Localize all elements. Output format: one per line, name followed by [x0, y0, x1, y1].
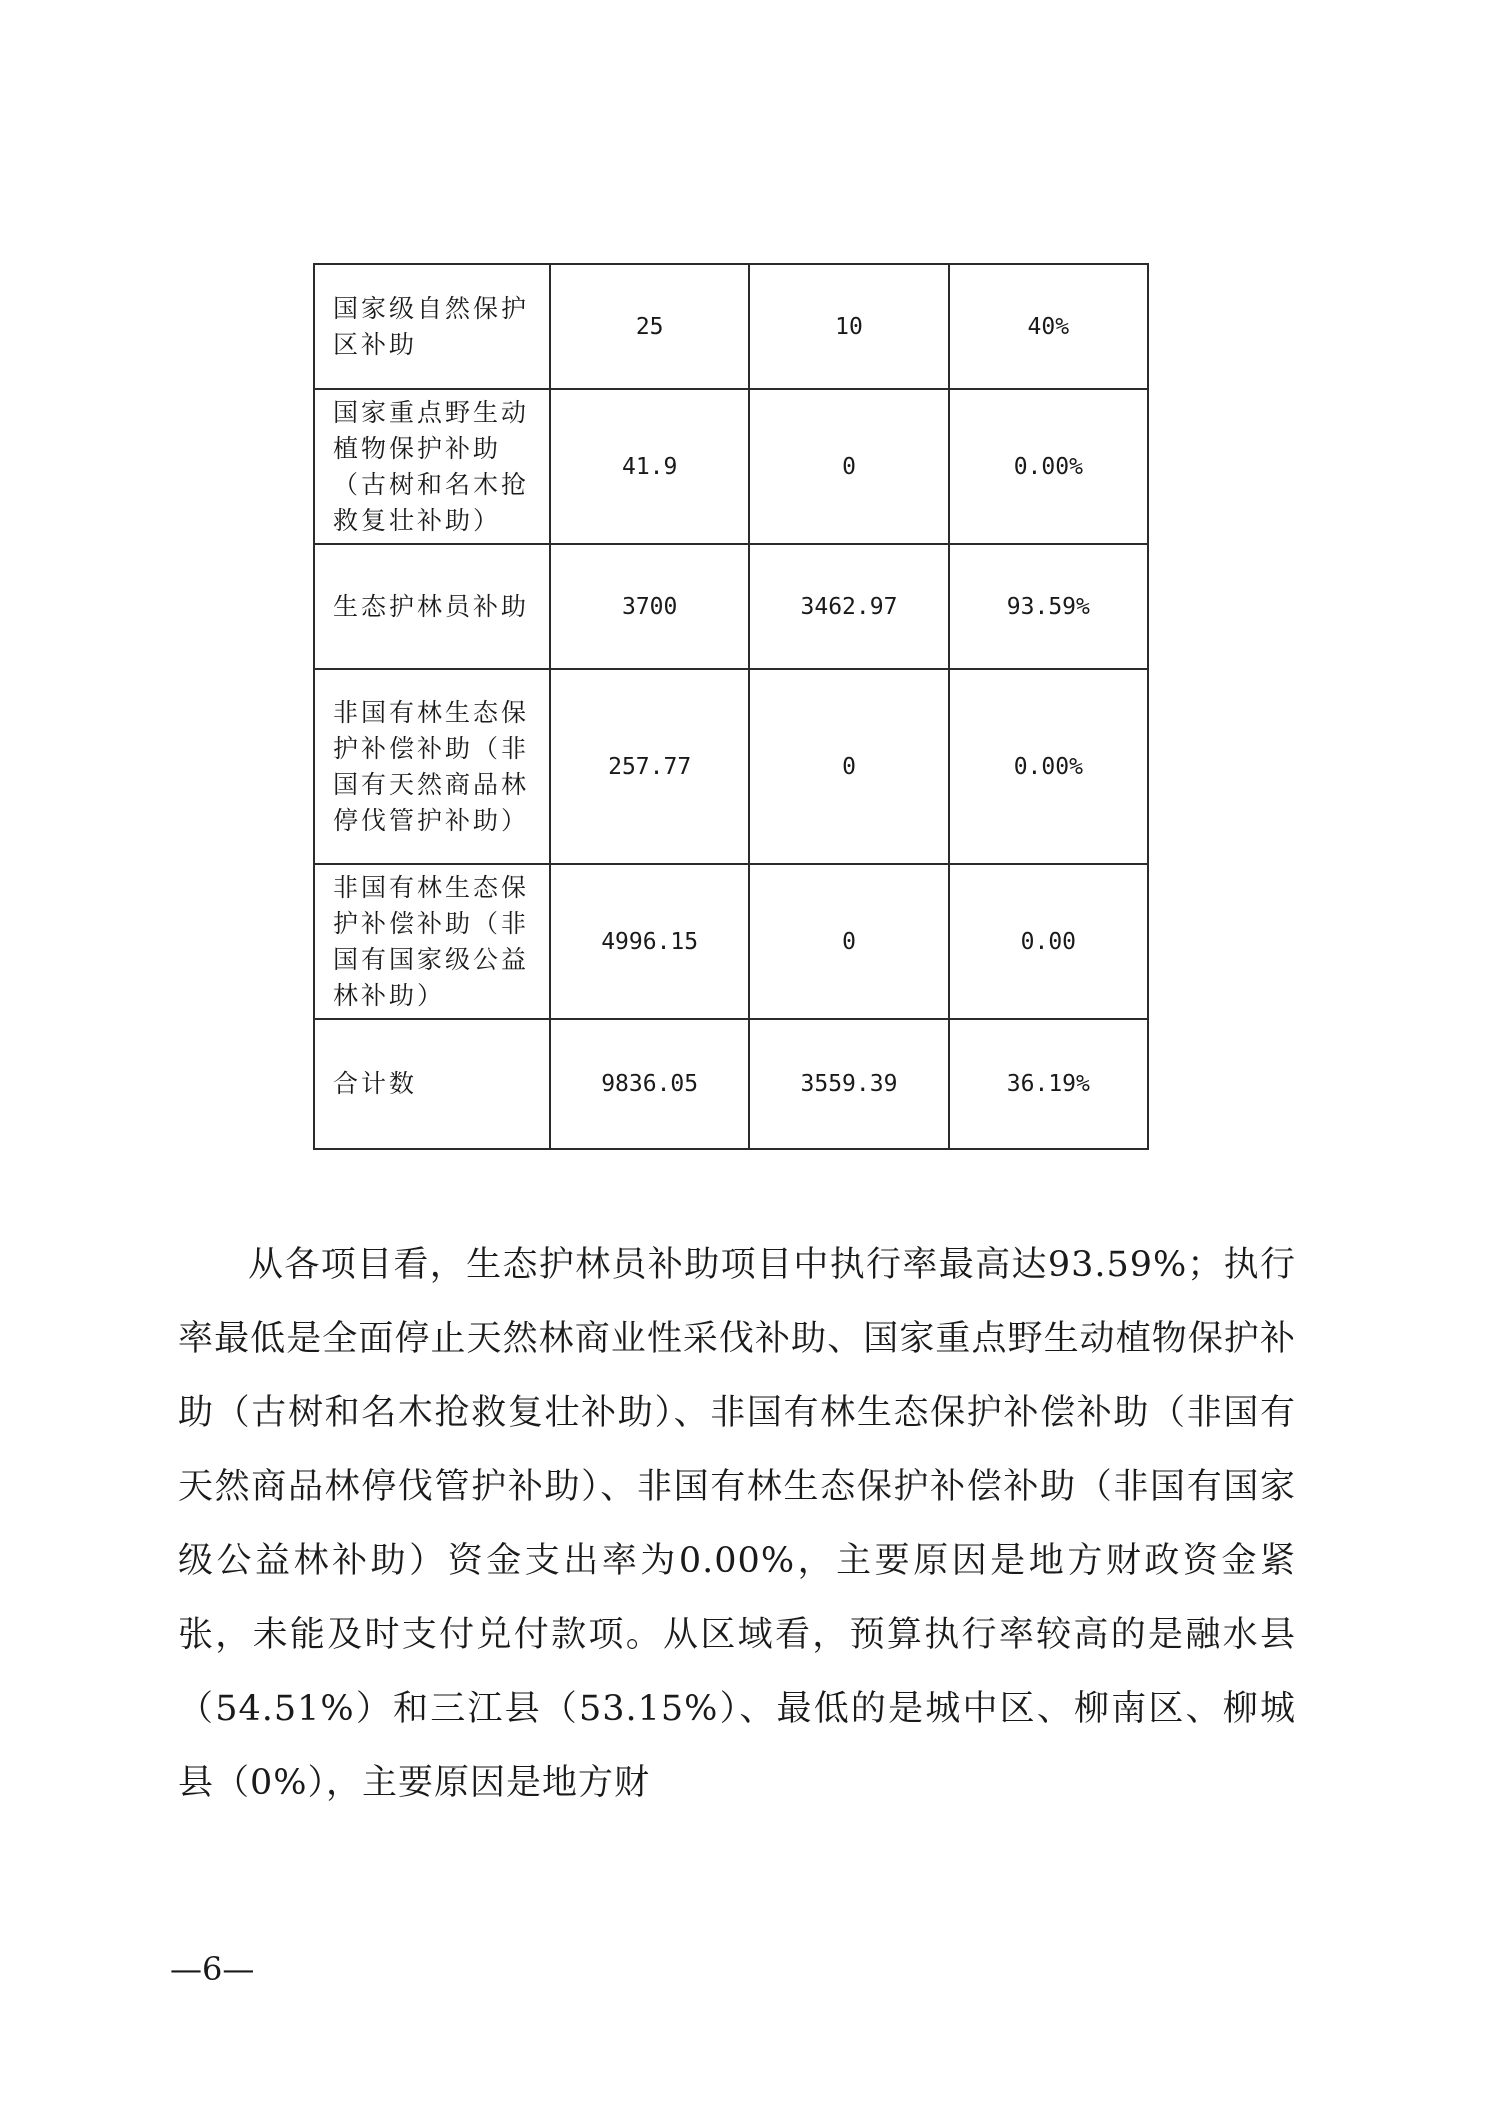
row-spent-value: 3462.97: [749, 544, 948, 669]
table-row-total: [314, 1019, 1148, 1149]
row-item-name: 合计数: [314, 1019, 550, 1149]
row-spent-value: 0: [749, 669, 948, 864]
row-rate-value: 0.00%: [949, 669, 1148, 864]
analysis-paragraph: 从各项目看，生态护林员补助项目中执行率最高达93.59%；执行率最低是全面停止天然林商业性采伐补助、国家重点野生动植物保护补助（古树和名木抢救复壮补助）、非国有林生态保护补偿补助（非国有天然商品林停伐管护补助）、非国有林生态保护补偿补助（非国有国家级公益林补助）资金支出率为0.00%，主要原因是地方财政资金紧张，未能及时支付兑付款项。从区域看，预算执行率较高的是融水县（54.51%）和三江县（53.15%）、最低的是城中区、柳南区、柳城县（0%），主要原因是地方财: [178, 1245, 1296, 1803]
row-budget-value: 41.9: [550, 389, 749, 544]
row-item-name: 国家级自然保护区补助: [314, 264, 550, 389]
row-budget-value: 9836.05: [550, 1019, 749, 1149]
table-row: [314, 864, 1148, 1019]
row-item-name: 非国有林生态保护补偿补助（非国有天然商品林停伐管护补助）: [314, 669, 550, 864]
budget-execution-table: [313, 263, 1149, 1150]
row-item-name: 非国有林生态保护补偿补助（非国有国家级公益林补助）: [314, 864, 550, 1019]
row-rate-value: 40%: [949, 264, 1148, 389]
row-rate-value: 93.59%: [949, 544, 1148, 669]
row-item-name: 国家重点野生动植物保护补助（古树和名木抢救复壮补助）: [314, 389, 550, 544]
row-spent-value: 3559.39: [749, 1019, 948, 1149]
table-row: [314, 389, 1148, 544]
row-rate-value: 36.19%: [949, 1019, 1148, 1149]
row-budget-value: 3700: [550, 544, 749, 669]
table-row: [314, 264, 1148, 389]
row-spent-value: 10: [749, 264, 948, 389]
row-rate-value: 0.00: [949, 864, 1148, 1019]
row-spent-value: 0: [749, 864, 948, 1019]
analysis-paragraph-block: [178, 1228, 1296, 1820]
row-budget-value: 25: [550, 264, 749, 389]
row-budget-value: 4996.15: [550, 864, 749, 1019]
row-budget-value: 257.77: [550, 669, 749, 864]
table-row: [314, 669, 1148, 864]
row-spent-value: 0: [749, 389, 948, 544]
page-number: —6—: [170, 1950, 255, 1988]
row-rate-value: 0.00%: [949, 389, 1148, 544]
table-row: [314, 544, 1148, 669]
row-item-name: 生态护林员补助: [314, 544, 550, 669]
